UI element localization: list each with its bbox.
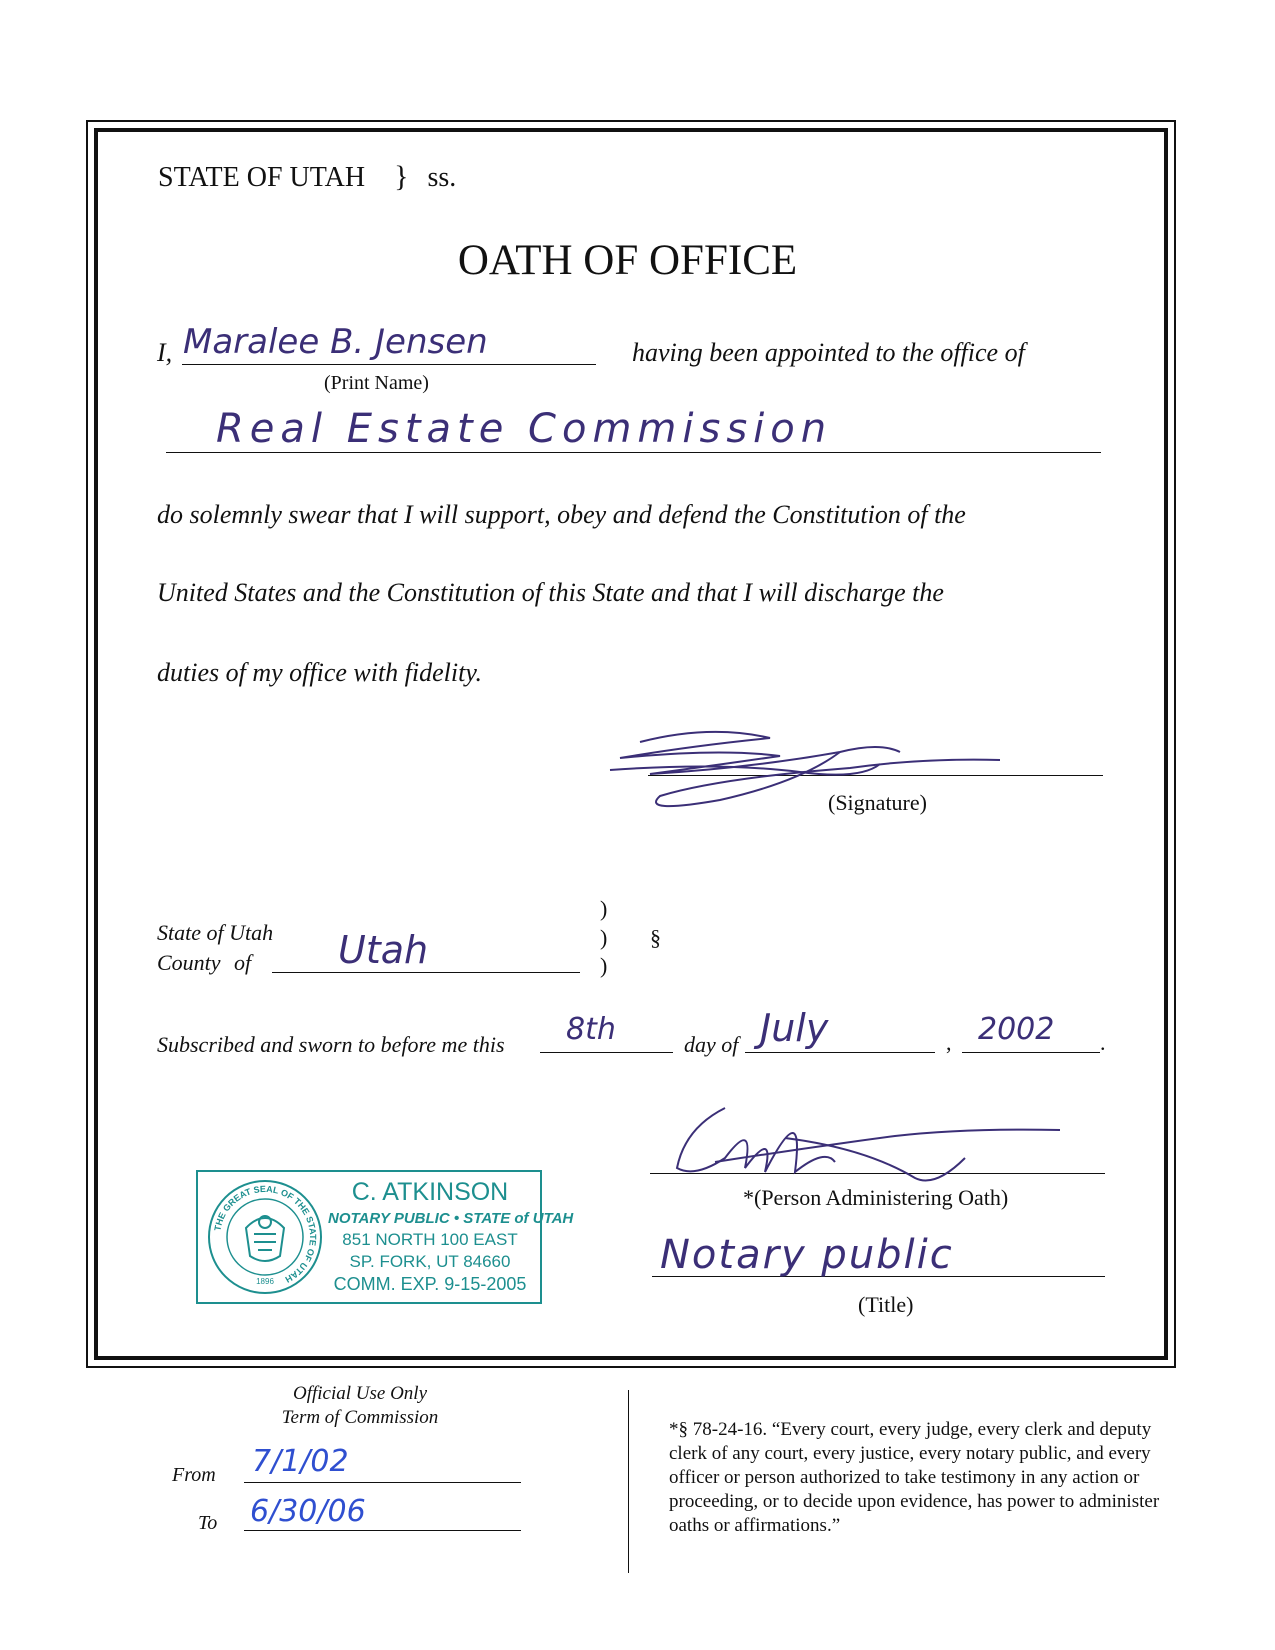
official-use-heading: Official Use Only [292, 1383, 428, 1404]
name-handwritten: Maralee B. Jensen [183, 322, 488, 362]
stamp-line-4: COMM. EXP. 9-15-2005 [333, 1274, 527, 1294]
signature-scribble [600, 722, 1000, 822]
month-underline [745, 1052, 935, 1053]
appointed-text: having been appointed to the office of [632, 338, 1025, 367]
title-label: (Title) [858, 1292, 914, 1317]
footer-divider [628, 1390, 629, 1573]
signature-label: (Signature) [828, 790, 927, 815]
from-value: 7/1/02 [252, 1444, 349, 1479]
section-symbol: § [650, 925, 661, 950]
oath-line-1: do solemnly swear that I will support, obey and defend the Constitution of the [157, 500, 966, 529]
paren-3: ) [600, 953, 608, 978]
notary-stamp [196, 1170, 574, 1304]
to-value: 6/30/06 [250, 1494, 366, 1529]
state-heading [158, 160, 456, 194]
statute-note: *§ 78-24-16. “Every court, every judge, every clerk and deputy clerk of any court, every justice, every notary public, and every officer or person authorized to take testimony in any action or proceeding, or to decide upon evidence, has power to administer oaths or affirmations.” [669, 1419, 1160, 1536]
state-seal-icon [206, 1178, 324, 1296]
stamp-line-3: SP. FORK, UT 84660 [349, 1252, 511, 1271]
state-heading-label: STATE OF UTAH [158, 162, 366, 193]
paren-2: ) [600, 925, 608, 950]
from-underline [244, 1482, 521, 1483]
i-prefix: I, [157, 338, 173, 367]
to-underline [244, 1530, 521, 1531]
county-underline [272, 972, 580, 973]
term-of-commission-heading: Term of Commission [281, 1407, 439, 1428]
administrator-label: *(Person Administering Oath) [743, 1185, 1009, 1210]
office-underline [166, 452, 1101, 453]
oath-line-3: duties of my office with fidelity. [157, 658, 482, 687]
title-handwritten: Notary public [660, 1232, 954, 1278]
paren-1: ) [600, 896, 608, 921]
seal-year: 1896 [256, 1277, 274, 1286]
page-title: OATH OF OFFICE [457, 237, 798, 284]
period: . [1100, 1030, 1106, 1055]
year-handwritten: 2002 [978, 1012, 1055, 1047]
day-of-label: day of [684, 1032, 739, 1057]
name-underline [182, 364, 596, 365]
to-label: To [198, 1512, 218, 1534]
county-label: County of [157, 950, 252, 975]
month-handwritten: July [760, 1006, 829, 1050]
year-underline [962, 1052, 1100, 1053]
from-label: From [172, 1464, 216, 1486]
stamp-name: C. ATKINSON [351, 1178, 509, 1206]
brace: } [394, 160, 409, 193]
day-underline [540, 1052, 673, 1053]
ss-label: ss. [427, 162, 457, 193]
stamp-line-1: NOTARY PUBLIC • STATE of UTAH [328, 1210, 574, 1227]
state-of-utah-label: State of Utah [157, 920, 274, 945]
subscribed-text: Subscribed and sworn to before me this [157, 1032, 505, 1057]
seal-ring-text: THE GREAT SEAL OF THE STATE OF UTAH [212, 1183, 319, 1285]
day-handwritten: 8th [566, 1012, 616, 1047]
print-name-label: (Print Name) [324, 372, 429, 394]
comma: , [946, 1030, 952, 1055]
oath-line-2: United States and the Constitution of this State and that I will discharge the [157, 578, 944, 607]
county-handwritten: Utah [338, 928, 429, 972]
office-handwritten: Real Estate Commission [216, 406, 833, 452]
administrator-signature [665, 1088, 1065, 1198]
stamp-line-2: 851 NORTH 100 EAST [342, 1230, 518, 1249]
